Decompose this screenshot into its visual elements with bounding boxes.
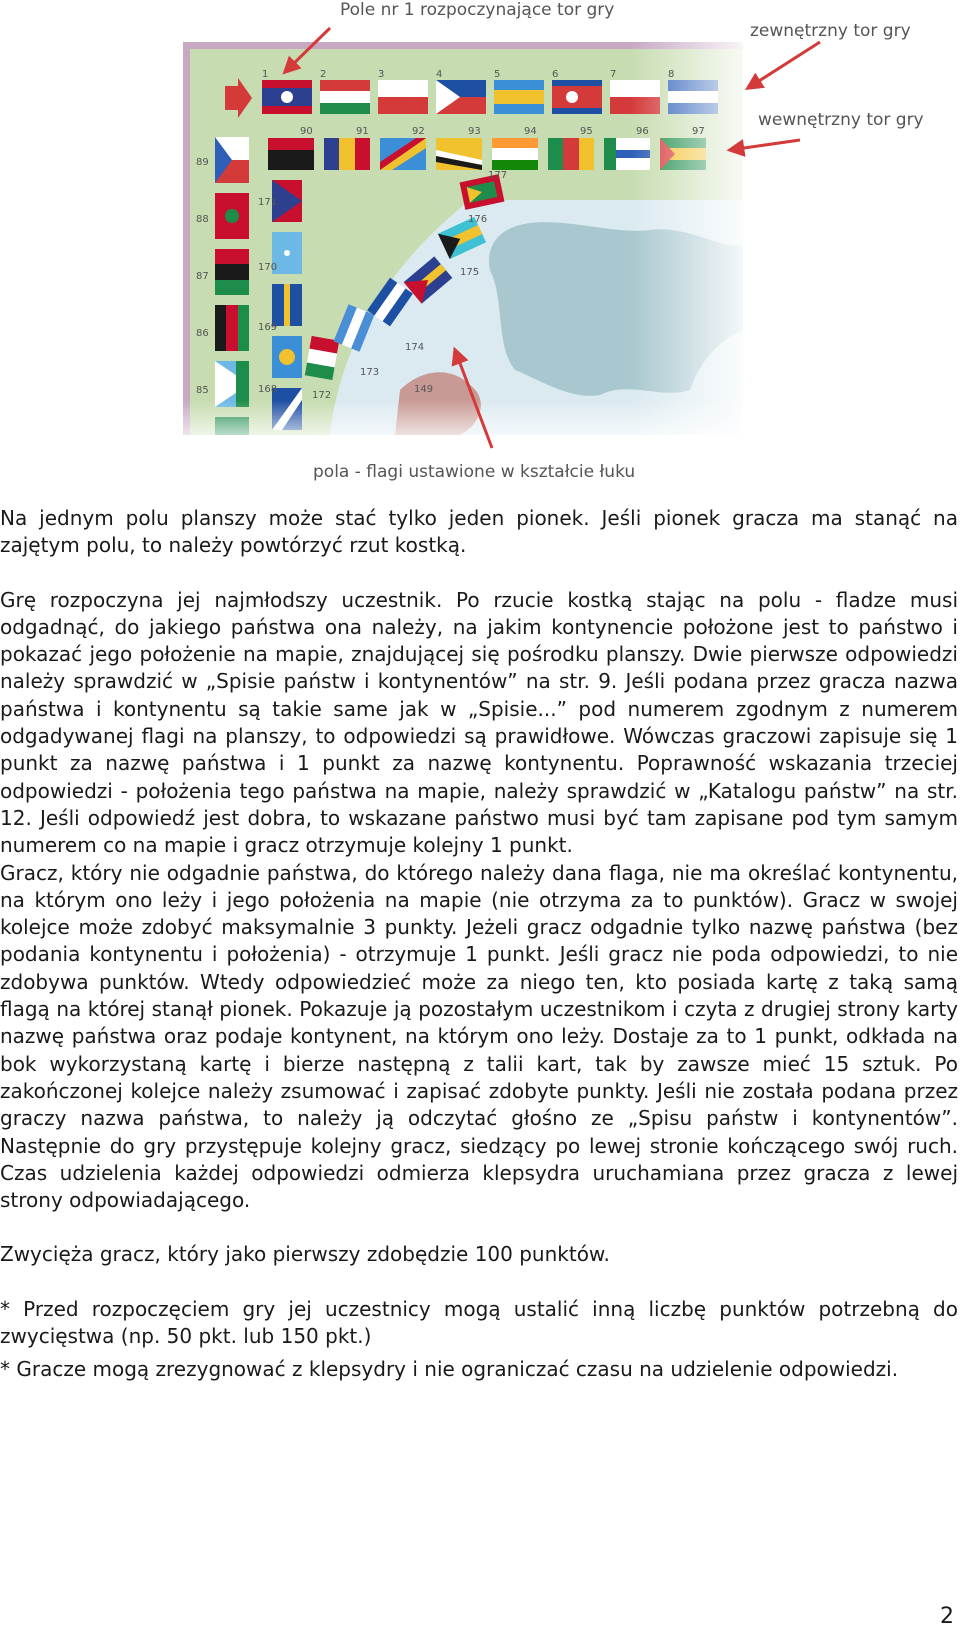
inner-left-number: 169 (258, 322, 278, 333)
top-number: 1 (262, 69, 269, 80)
inner-left-number: 170 (258, 262, 278, 273)
arc-number: 173 (360, 367, 380, 378)
top-number: 4 (436, 69, 443, 80)
inner-number: 90 (300, 126, 313, 137)
footnote: * Przed rozpoczęciem gry jej uczestnicy mogą ustalić inną liczbę punktów potrzebną do zwycięstwa (np. 50 pkt. lub 150 pkt.) (0, 1296, 958, 1349)
inner-number: 97 (692, 126, 705, 137)
inner-left-number: 171 (258, 197, 278, 208)
label-start-field: Pole nr 1 rozpoczynające tor gry (340, 0, 615, 20)
inner-left-number: 168 (258, 384, 278, 395)
arc-number: 172 (312, 390, 332, 401)
board-figure (0, 0, 960, 490)
map-number: 149 (414, 384, 434, 395)
left-number: 87 (196, 271, 209, 282)
left-number: 85 (196, 385, 209, 396)
left-number: 89 (196, 157, 209, 168)
game-board-illustration (0, 0, 960, 490)
top-number: 8 (668, 69, 675, 80)
top-number: 5 (494, 69, 501, 80)
paragraph: Na jednym polu planszy może stać tylko jeden pionek. Jeśli pionek gracza ma stanąć na zajętym polu, to należy powtórzyć rzut kostką. (0, 506, 958, 558)
arc-number: 176 (468, 214, 488, 225)
inner-number: 94 (524, 126, 537, 137)
arc-number: 177 (488, 170, 508, 181)
page-number: 2 (940, 1604, 954, 1629)
top-number: 2 (320, 69, 327, 80)
inner-number: 93 (468, 126, 481, 137)
left-number: 88 (196, 214, 209, 225)
footnote: * Gracze mogą zrezygnować z klepsydry i nie ograniczać czasu na udzielenie odpowiedzi. (0, 1357, 899, 1382)
paragraph: Grę rozpoczyna jej najmłodszy uczestnik. Po rzucie kostką stając na polu - fladze musi odgadnąć, do jakiego państwa ona należy, na jakim kontynencie położone jest to państwo i pokazać jego położenie na mapie, znajdującej się pośrodku planszy. Dwie pierwsze odpowiedzi należy sprawdzić w „Spisie państw i kontynentów” na str. 9. Jeśli podana przez gracza nazwa państwa i kontynentu są takie same jak w „Spisie...” pod numerem zgodnym z numerem odgadywanej flagi na planszy, to odpowiedzi są prawidłowe. Wówczas graczowi zapisuje się 1 punkt za nazwę państwa i 1 punkt za nazwę kontynentu. Poprawność wskazania trzeciej odpowiedzi - położenia tego państwa na mapie, należy sprawdzić w „Katalogu państw” na str. 12. Jeśli odpowiedź jest dobra, to wskazane państwo musi być tam zapisane pod tym samym numerem co na mapie i gracz otrzymuje kolejny 1 punkt. (0, 587, 958, 858)
arc-number: 175 (460, 267, 480, 278)
inner-number: 96 (636, 126, 649, 137)
paragraph: Gracz, który nie odgadnie państwa, do którego należy dana flaga, nie ma określać kontynentu, na którym ono leży i jego położenia na mapie (nie otrzyma za to punktów). Gracz w swojej kolejce może zdobyć maksymalnie 3 punkty. Jeżeli gracz odgadnie tylko nazwę państwa (bez podania kontynentu i położenia) - otrzymuje 1 punkt. Jeśli gracz nie poda odpowiedzi, to nie zdobywa punktów. Wtedy odpowiedzieć może za niego ten, kto posiada kartę z taką samą flagą na której stanął pionek. Pokazuje ją pozostałym uczestnikom i czyta z drugiej strony karty nazwę państwa oraz podaje kontynent, na którym ono leży. Dostaje za to 1 punkt, odkłada na bok wykorzystaną kartę i bierze następną z talii kart, tak by zawsze mieć 15 sztuk. Po zakończonej kolejce należy zsumować i zapisać zdobyte punkty. Jeśli nie została podana przez graczy nazwa państwa, to należy ją odczytać głośno ze „Spisu państw i kontynentów”. Następnie do gry przystępuje kolejny gracz, siedzący po lewej stronie kończącego swój ruch. Czas udzielenia każdej odpowiedzi odmierza klepsydra uruchamiana przez gracza z lewej strony odpowiadającego. (0, 860, 958, 1213)
outer-left-flags (215, 137, 249, 435)
inner-number: 95 (580, 126, 593, 137)
label-outer-track: zewnętrzny tor gry (750, 21, 911, 41)
top-number: 3 (378, 69, 385, 80)
label-inner-track: wewnętrzny tor gry (758, 110, 924, 130)
top-number: 6 (552, 69, 559, 80)
inner-number: 92 (412, 126, 425, 137)
paragraph: Zwycięża gracz, który jako pierwszy zdobędzie 100 punktów. (0, 1242, 610, 1267)
rules-text (0, 505, 958, 1384)
left-number: 86 (196, 328, 209, 339)
arc-number: 174 (405, 342, 425, 353)
label-arc-fields: pola - flagi ustawione w kształcie łuku (313, 462, 636, 482)
inner-number: 91 (356, 126, 369, 137)
top-number: 7 (610, 69, 617, 80)
